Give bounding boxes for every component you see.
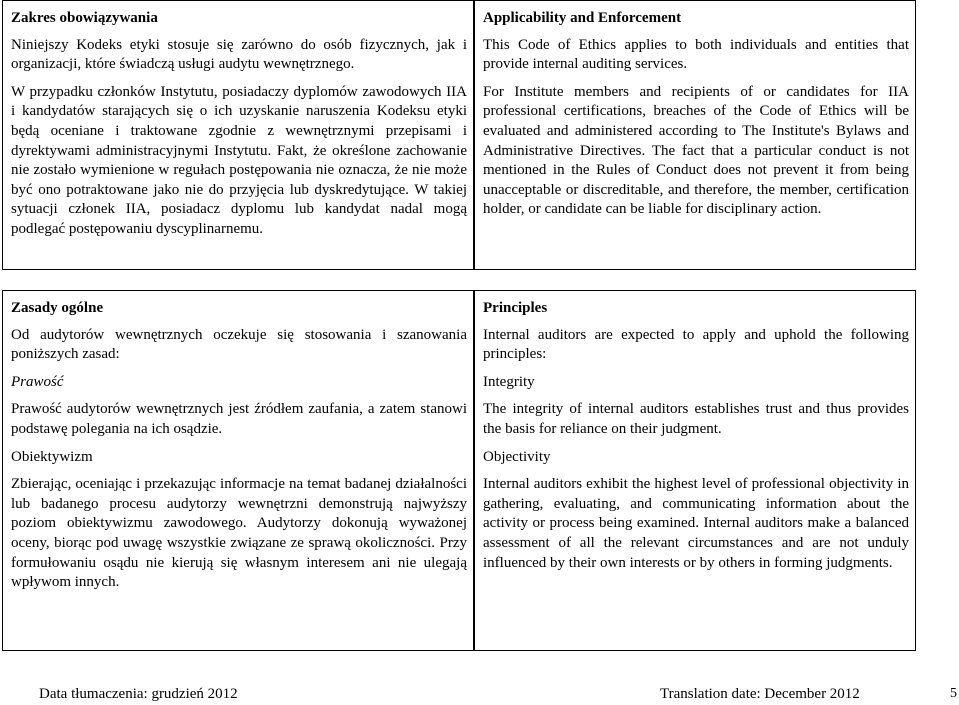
polish-objectivity-title: Obiektywizm bbox=[11, 448, 93, 465]
polish-translation-date: Data tłumaczenia: grudzień 2012 bbox=[39, 686, 238, 702]
english-integrity-text: The integrity of internal auditors establishes trust and thus provides the basis for reliance on their judgment. bbox=[483, 401, 909, 437]
english-integrity-title: Integrity bbox=[483, 373, 535, 390]
polish-integrity-title: Prawość bbox=[11, 373, 64, 390]
english-scope-paragraph-2: For Institute members and recipients of or candidates for IIA professional certifications, breaches of the Code of Ethics will be evaluated and administered according to The Institute's Bylaws and Administrative Directives. The fact that a particular conduct is not mentioned in the Rules of Conduct does not prevent it from being unacceptable or discreditable, and therefore, the member, certification holder, or candidate can be liable for disciplinary action. bbox=[483, 83, 909, 218]
english-objectivity-title: Objectivity bbox=[483, 448, 551, 465]
polish-objectivity-text: Zbierając, oceniając i przekazując informacje na temat badanej działalności lub badanego procesu audytorzy wewnętrzni demonstrują najwyższy poziom obiektywizmu zawodowego. Audytorzy dokonują wyważonej oceny, biorąc pod uwagę wszystkie związane ze sprawą okoliczności. Przy formułowaniu osądu nie kierują się własnym interesem ani nie ulegają wpływom innych. bbox=[11, 476, 467, 591]
polish-scope-heading: Zakres obowiązywania bbox=[11, 10, 158, 26]
polish-scope-paragraph-2: W przypadku członków Instytutu, posiadaczy dyplomów zawodowych IIA i kandydatów starających się o ich uzyskanie naruszenia Kodeksu etyki będą oceniane i traktowane zgodnie z wewnętrznymi przepisami i dyrektywami administracyjnymi Instytutu. Fakt, że określone zachowanie nie zostało wymienione w regułach postępowania nie oznacza, że nie może być ono potraktowane jako nie do przyjęcia lub dyskredytujące. W takiej sytuacji członek IIA, posiadacz dyplomu lub kandydat nadal mogą podlegać postępowaniu dyscyplinarnemu. bbox=[11, 83, 467, 237]
polish-scope-paragraph-1: Niniejszy Kodeks etyki stosuje się zarówno do osób fizycznych, jak i organizacji, które świadczą usługi audytu wewnętrznego. bbox=[11, 36, 467, 73]
polish-integrity-text: Prawość audytorów wewnętrznych jest źródłem zaufania, a zatem stanowi podstawę polegania na ich osądzie. bbox=[11, 401, 467, 437]
polish-scope-cell bbox=[2, 0, 474, 270]
english-scope-paragraph-1: This Code of Ethics applies to both individuals and entities that provide internal auditing services. bbox=[483, 36, 909, 73]
english-principles-heading: Principles bbox=[483, 300, 548, 316]
english-scope-cell bbox=[474, 0, 916, 270]
english-scope-heading: Applicability and Enforcement bbox=[483, 10, 682, 26]
english-principles-intro: Internal auditors are expected to apply and uphold the following principles: bbox=[483, 326, 909, 363]
polish-principles-cell bbox=[2, 290, 474, 651]
page-number: 5 bbox=[950, 686, 957, 701]
english-objectivity-text: Internal auditors exhibit the highest level of professional objectivity in gathering, evaluating, and communicating information about the activity or process being examined. Internal auditors make a balanced assessment of all the relevant circumstances and are not unduly influenced by their own interests or by others in forming judgments. bbox=[483, 476, 909, 571]
polish-principles-heading: Zasady ogólne bbox=[11, 300, 104, 316]
english-translation-date: Translation date: December 2012 bbox=[660, 686, 860, 702]
polish-principles-intro: Od audytorów wewnętrznych oczekuje się stosowania i szanowania poniższych zasad: bbox=[11, 326, 467, 363]
english-principles-cell bbox=[474, 290, 916, 651]
